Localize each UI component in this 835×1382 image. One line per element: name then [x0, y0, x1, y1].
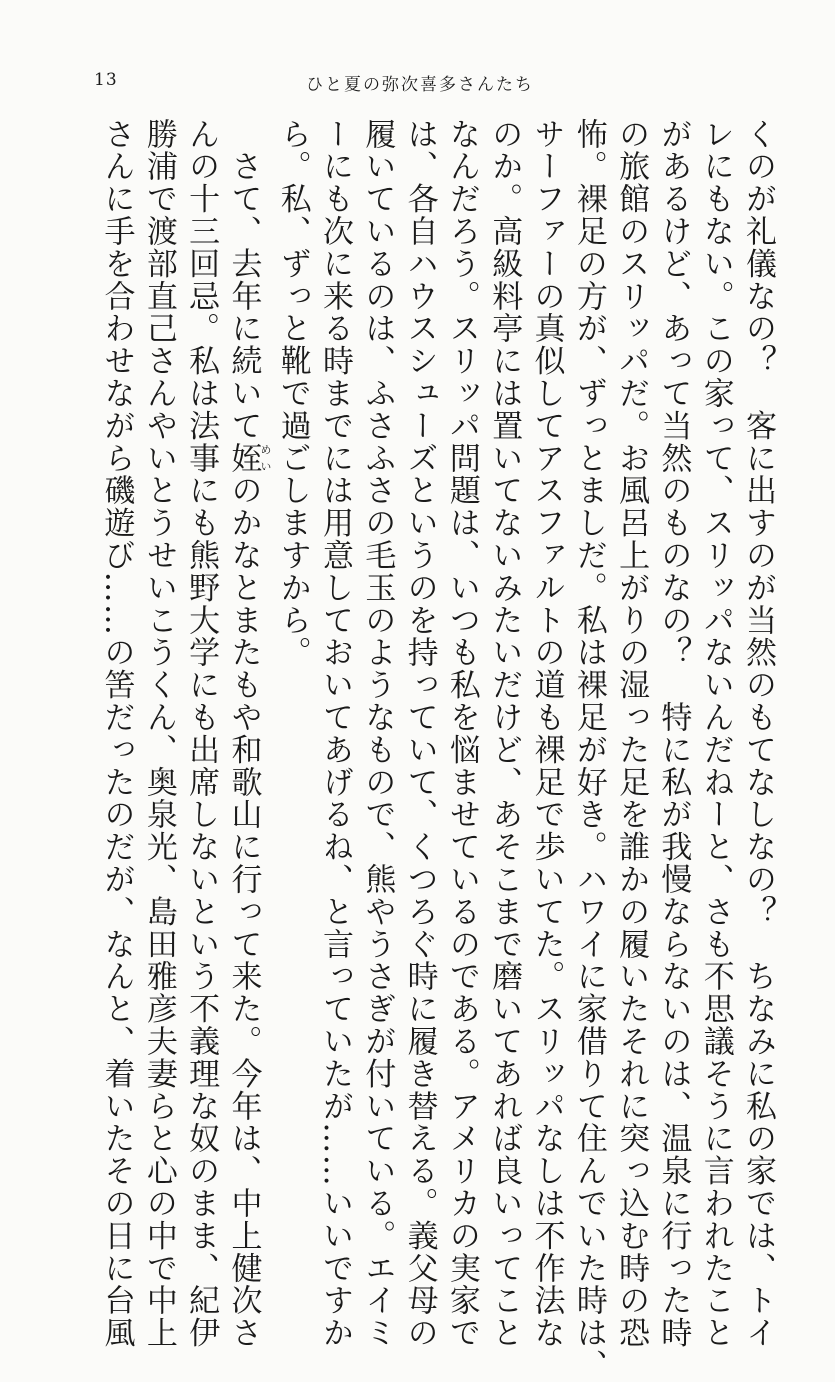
- text-line: なんだろう。スリッパ問題は、いつも私を悩ませているのである。アメリカの実家で: [443, 118, 480, 1350]
- text-line: レにもない。この家って、スリッパないんだねーと、さも不思議そうに言われたこと: [697, 118, 734, 1350]
- text-line: さんに手を合わせながら磯遊び……の筈だったのだが、なんと、着いたその日に台風: [98, 118, 135, 1350]
- text-line: は、各自ハウスシューズというのを持っていて、くつろぐ時に履き替える。義父母の: [401, 118, 438, 1350]
- text-line: くのが礼儀なの？ 客に出すのが当然のもてなしなの？ ちなみに私の家では、トイ: [740, 118, 776, 1350]
- text-line: 履いているのは、ふさふさの毛玉のようなもので、熊やうさぎが付いている。エイミ: [359, 118, 396, 1350]
- text-line: ら。私、ずっと靴で過ごしますから。: [274, 118, 311, 669]
- text-line: んの十三回忌。私は法事にも熊野大学にも出席しないという不義理な奴のまま、紀伊: [183, 118, 220, 1350]
- page-number: 13: [94, 70, 118, 90]
- running-title: ひと夏の弥次喜多さんたち: [306, 75, 534, 95]
- text-line: ーにも次に来る時までには用意しておいてあげるね、と言っていたが……いいですか: [317, 118, 354, 1350]
- text-line: があるけど、あって当然のものなの？ 特に私が我慢ならないのは、温泉に行った時: [655, 118, 692, 1350]
- text-line-with-ruby: さて、去年に続いて姪めいのかなとまたもや和歌山に行って来た。今年は、中上健次さ: [225, 118, 272, 1350]
- text-line: のか。高級料亭には置いてないみたいだけど、あそこまで磨いてあれば良いってこと: [486, 118, 523, 1350]
- text-line: 勝浦で渡部直己さんやいとうせいこうくん、奥泉光、島田雅彦夫妻らと心の中で中上: [140, 118, 177, 1350]
- ruby-annotation: 姪めい: [225, 442, 272, 475]
- body-text: [95, 118, 779, 1382]
- text-line: サーファーの真似してアスファルトの道も裸足で歩いてた。スリッパなしは不作法な: [528, 118, 565, 1350]
- text-line: 怖。裸足の方が、ずっとましだ。私は裸足が好き。ハワイに家借りて住んでいた時は、: [570, 118, 607, 1382]
- text-line: の旅館のスリッパだ。お風呂上がりの湿った足を誰かの履いたそれに突っ込む時の恐: [613, 118, 650, 1350]
- ruby-reading: めい: [258, 442, 272, 475]
